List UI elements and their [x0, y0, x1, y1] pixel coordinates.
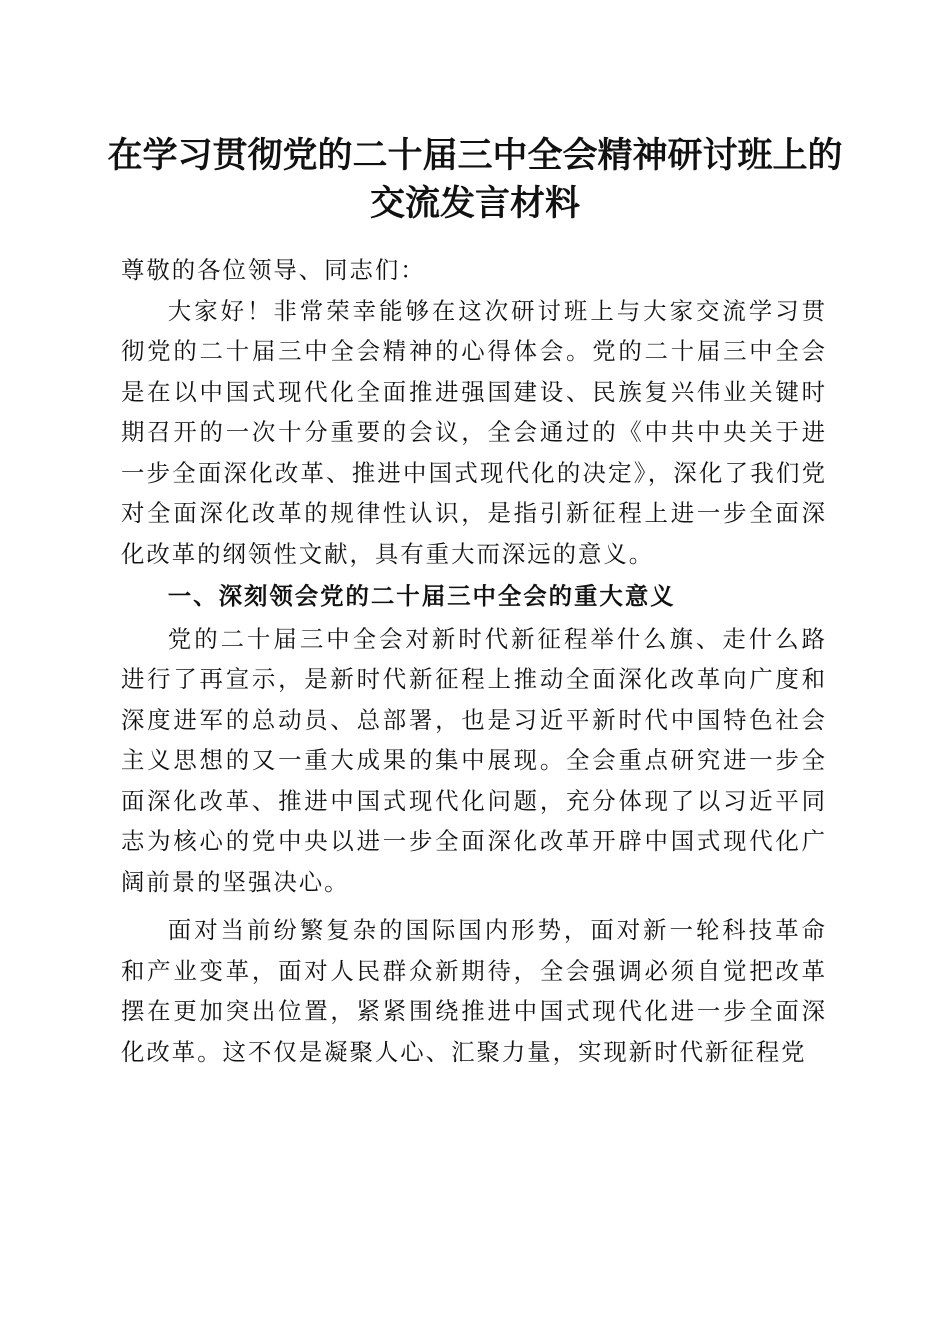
document-title: 在学习贯彻党的二十届三中全会精神研讨班上的交流发言材料: [107, 135, 843, 224]
section-paragraph: 党的二十届三中全会对新时代新征程举什么旗、走什么路进行了再宣示，是新时代新征程上推动全面深化改革向广度和深度进军的总动员、总部署，也是习近平新时代中国特色社会主义思想的又一重大成果的集中展现。全会重点研究进一步全面深化改革、推进中国式现代化问题，充分体现了以习近平同志为核心的党中央以进一步全面深化改革开辟中国式现代化广阔前景的坚强决心。: [121, 624, 827, 896]
intro-paragraph: 大家好！非常荣幸能够在这次研讨班上与大家交流学习贯彻党的二十届三中全会精神的心得体会。党的二十届三中全会是在以中国式现代化全面推进强国建设、民族复兴伟业关键时期召开的一次十分重要的会议，全会通过的《中共中央关于进一步全面深化改革、推进中国式现代化的决定》，深化了我们党对全面深化改革的规律性认识，是指引新征程上进一步全面深化改革的纲领性文献，具有重大而深远的意义。: [121, 296, 827, 568]
document-body: [121, 250, 827, 1072]
salutation: 尊敬的各位领导、同志们：: [121, 256, 426, 284]
section-paragraph: 面对当前纷繁复杂的国际国内形势，面对新一轮科技革命和产业变革，面对人民群众新期待，全会强调必须自觉把改革摆在更加突出位置，紧紧围绕推进中国式现代化进一步全面深化改革。这不仅是凝聚人心、汇聚力量，实现新时代新征程党: [121, 916, 827, 1066]
section-heading: 一、深刻领会党的二十届三中全会的重大意义: [167, 582, 676, 610]
